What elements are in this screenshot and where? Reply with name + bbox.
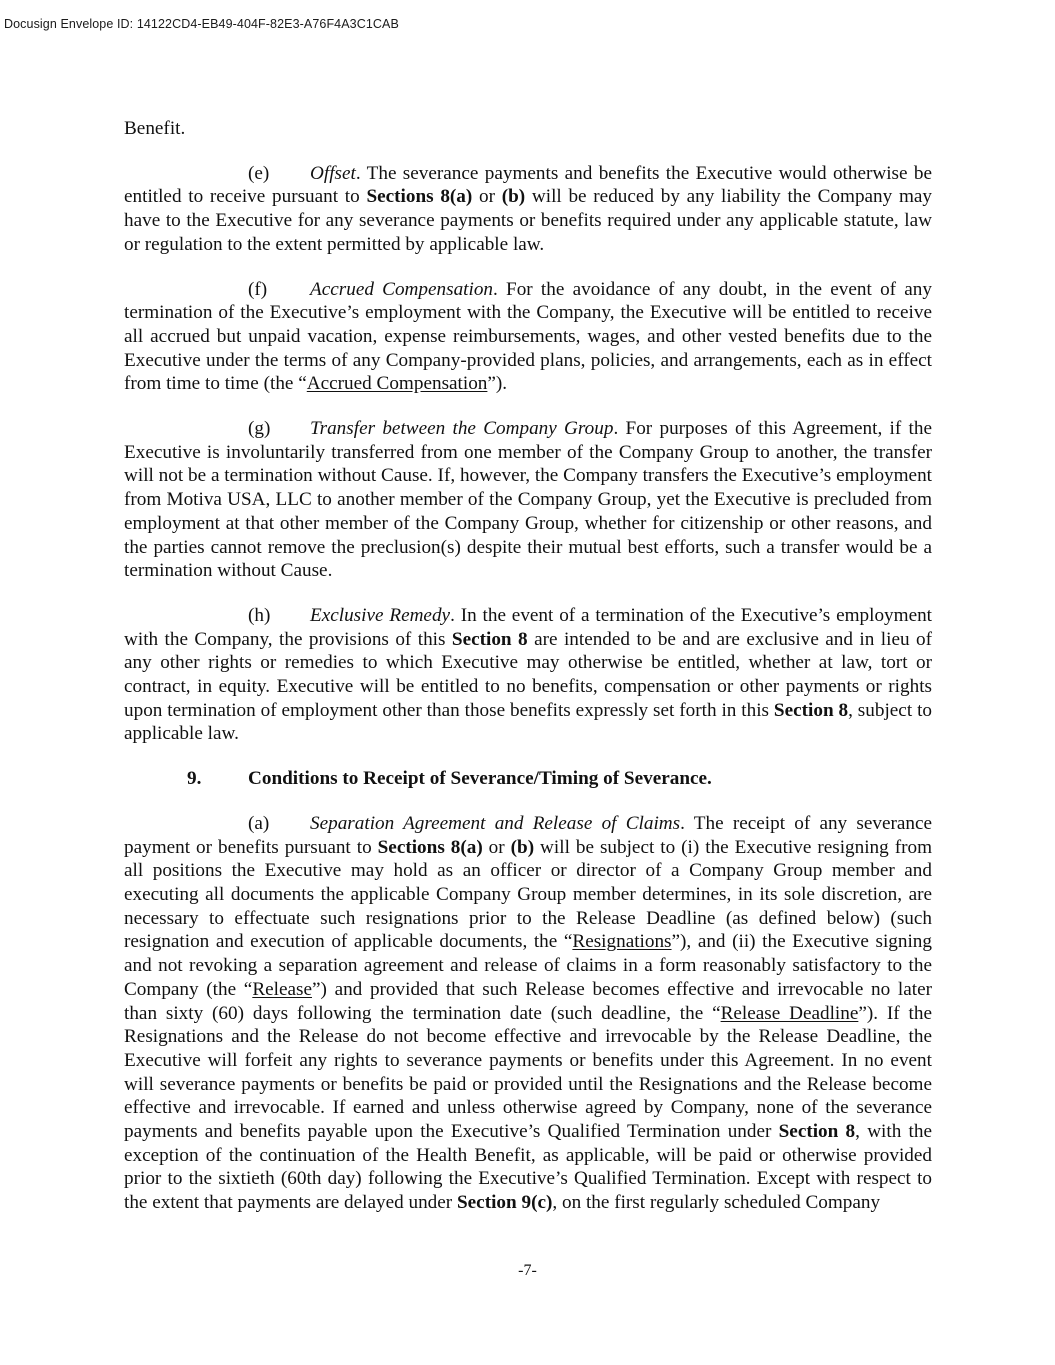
continuation-text: Benefit. — [124, 118, 186, 139]
defined-term: Resignations — [572, 931, 672, 953]
paragraph-marker: (e) — [248, 162, 270, 184]
paragraph-title: Accrued Compensation — [310, 278, 494, 300]
paragraph-marker: (f) — [248, 278, 268, 300]
paragraph-title: Separation Agreement and Release of Claims — [310, 812, 681, 834]
defined-term: Accrued Compensation — [306, 373, 488, 395]
paragraph-marker: (a) — [248, 812, 270, 834]
paragraph-marker: (h) — [248, 604, 271, 626]
paragraph-f: (f) Accrued Compensation. For the avoidance of any doubt, in the event of any termination of the Executive’s employment with the Company, the Executive will be entitled to receive all accrued but unpaid vacation, expense reimbursements, wages, and other vested benefits due to the Executive under the terms of any Company-provided plans, policies, and arrangements, each as in effect from time to time (the “Accrued Compensation”). — [124, 278, 932, 395]
paragraph-9a: (a) Separation Agreement and Release of Claims. The receipt of any severance payment or benefits pursuant to Sections 8(a) or (b) will be subject to (i) the Executive resigning from all positions the Executive may hold as an officer or director of a Company Group member and executing all documents the applicable Company Group member determines, in its sole discretion, are necessary to effectuate such resignations prior to the Release Deadline (as defined below) (such resignation and execution of applicable documents, the “Resignations”), and (ii) the Executive signing and not revoking a separation agreement and release of claims in a form reasonably satisfactory to the Company (the “Release”) and provided that such Release becomes effective and irrevocable no later than sixty (60) days following the termination date (such deadline, the “Release Deadline”). If the Resignations and the Release do not become effective and irrevocable by the Release Deadline, the Executive will forfeit any rights to severance payments or benefits under this Agreement. In no event will severance payments or benefits be paid or provided until the Resignations and the Release become effective and irrevocable. If earned and unless otherwise agreed by Company, none of the severance payments and benefits payable upon the Executive’s Qualified Termination under Section 8, with the exception of the continuation of the Health Benefit, as applicable, will be paid or otherwise provided prior to the sixtieth (60th day) following the Executive’s Qualified Termination. Except with respect to the extent that payments are delayed under Section 9(c), on the first regularly scheduled Company — [124, 812, 932, 1214]
section-heading — [124, 767, 932, 791]
paragraph-title: Transfer between the Company Group — [310, 418, 614, 440]
paragraph-h: (h) Exclusive Remedy. In the event of a termination of the Executive’s employment with the Company, the provisions of this Section 8 are intended to be and are exclusive and in lieu of any other rights or remedies to which Executive may otherwise be entitled, whether at law, tort or contract, in equity. Executive will be entitled to no benefits, compensation or other payments or rights upon termination of employment other than those benefits expressly set forth in this Section 8, subject to applicable law. — [124, 604, 933, 745]
section-number: 9. — [187, 768, 202, 790]
paragraph-e: (e) Offset. The severance payments and benefits the Executive would otherwise be entitled to receive pursuant to Sections 8(a) or (b) will be reduced by any liability the Company may have to the Executive for any severance payments or benefits required under any applicable statute, law or regulation to the extent permitted by applicable law. — [124, 162, 932, 255]
paragraph-title: Exclusive Remedy — [310, 604, 451, 626]
defined-term: Release Deadline — [720, 1002, 859, 1024]
section-title: Conditions to Receipt of Severance/Timing of Severance. — [248, 768, 712, 790]
defined-term: Release — [252, 978, 312, 1000]
docusign-envelope-id: Docusign Envelope ID: 14122CD4-EB49-404F-82E3-A76F4A3C1CAB — [4, 17, 399, 31]
page-number: -7- — [518, 1262, 537, 1279]
document-body — [124, 117, 932, 1215]
paragraph-marker: (g) — [248, 418, 271, 440]
paragraph-title: Offset — [310, 162, 356, 184]
paragraph-g: (g) Transfer between the Company Group. For purposes of this Agreement, if the Executive is involuntarily transferred from one member of the Company Group to another, the transfer will not be a termination without Cause. If, however, the Company transfers the Executive’s employment from Motiva USA, LLC to another member of the Company Group, yet the Executive is precluded from employment at that other member of the Company Group, whether for citizenship or other reasons, and the parties cannot remove the preclusion(s) despite their mutual best efforts, such a transfer would be a termination without Cause. — [124, 418, 932, 582]
